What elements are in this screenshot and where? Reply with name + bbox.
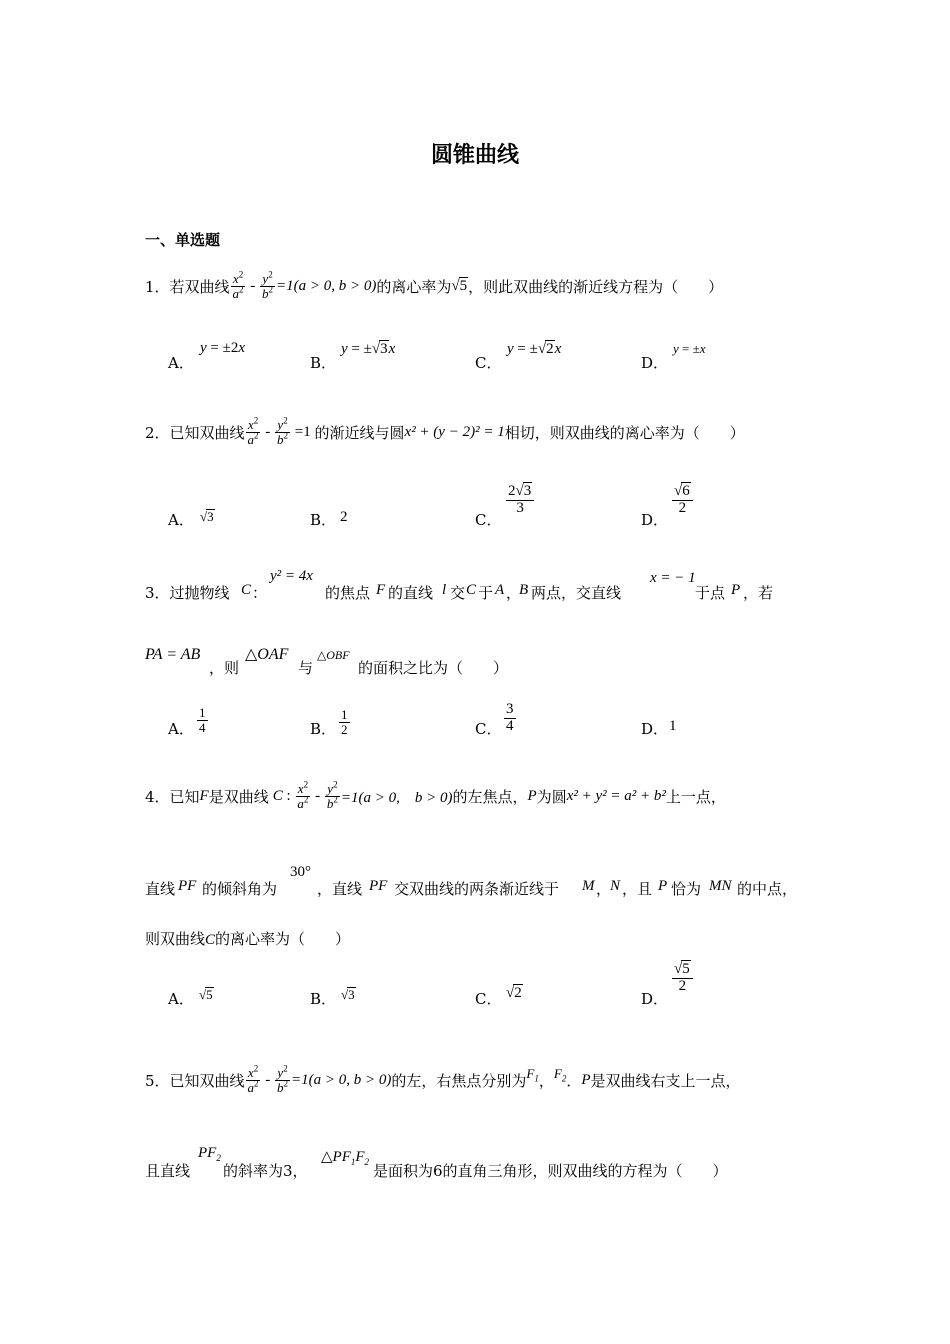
angle-30: 30° bbox=[290, 864, 311, 880]
question-2-number: 2．已知双曲线 bbox=[145, 423, 245, 442]
option-d-label[interactable]: D． bbox=[641, 990, 669, 1008]
option-b-formula[interactable]: $\frac{1}{2}$ bbox=[341, 707, 348, 737]
text-is-hyperbola: 是双曲线 bbox=[208, 787, 269, 806]
question-4-options bbox=[168, 958, 818, 1006]
question-2-stem: 2．已知双曲线 $\frac{x^2}{a^2}$ - $\frac{y^2}{b^2}$ =1 的渐近线与圆 x² + (y − 2)² = 1 相切，则双曲线的离心率为（ ） bbox=[145, 415, 745, 447]
text-area-ratio: 的面积之比为（ ） bbox=[358, 659, 509, 677]
text-C: C bbox=[205, 932, 216, 948]
option-d-formula[interactable]: $\frac{√6}{2}$ bbox=[672, 482, 693, 517]
question-3-line-2 bbox=[145, 642, 705, 676]
option-a-formula[interactable]: √3 bbox=[200, 509, 214, 524]
option-d-formula[interactable]: y = ±x bbox=[673, 341, 706, 356]
text-exactly: 恰为 bbox=[671, 880, 702, 898]
question-1-tail: ，则此双曲线的渐近线方程为（ ） bbox=[468, 277, 724, 296]
option-a-label[interactable]: A． bbox=[168, 511, 194, 529]
option-c-formula[interactable]: $\frac{2√3}{3}$ bbox=[506, 482, 534, 517]
fraction-y2-b2: $\frac{y^2}{b^2}$ bbox=[326, 779, 338, 811]
text-if: ，若 bbox=[743, 584, 774, 602]
text-inclination: 的倾斜角为 bbox=[202, 880, 278, 898]
option-a-formula[interactable]: √5 bbox=[199, 987, 213, 1002]
fraction-y2-b2: $\frac{y^2}{b^2}$ bbox=[277, 415, 289, 447]
text-P: P bbox=[658, 878, 668, 894]
text-yu: 于 bbox=[478, 584, 494, 602]
equation-PA-AB: PA = AB bbox=[145, 646, 201, 663]
text-foci: 的左，右焦点分别为 bbox=[391, 1071, 527, 1090]
text-then-hyperbola: 则双曲线 bbox=[145, 930, 206, 948]
text-MN: MN bbox=[709, 878, 732, 894]
text-then: ，则 bbox=[209, 659, 240, 677]
fraction-x2-a2: $\frac{x^2}{a^2}$ bbox=[232, 269, 244, 301]
text-at-point: 于点 bbox=[695, 584, 726, 602]
option-a-label[interactable]: A． bbox=[168, 990, 194, 1008]
hyperbola-condition: =1(a > 0, b > 0) bbox=[291, 1071, 392, 1088]
option-d-formula[interactable]: 1 bbox=[669, 718, 677, 734]
option-d-formula[interactable]: $\frac{√5}{2}$ bbox=[672, 960, 693, 995]
question-2-options bbox=[168, 482, 818, 530]
question-4-line-3 bbox=[145, 928, 350, 949]
question-5-number: 5．已知双曲线 bbox=[145, 1071, 245, 1090]
hyperbola-condition: =1(a > 0, b > 0) bbox=[340, 789, 453, 806]
text-comma: ， bbox=[538, 1071, 554, 1090]
fraction-y2-b2: $\frac{y^2}{b^2}$ bbox=[262, 269, 274, 301]
question-3-options bbox=[168, 702, 818, 750]
focus-F1: $F_1$ bbox=[526, 1066, 539, 1084]
question-1-number: 1．若双曲线 bbox=[145, 277, 230, 296]
option-c-label[interactable]: C． bbox=[475, 990, 502, 1008]
text-is-circle: 为圆 bbox=[536, 787, 567, 806]
focus-F2: $F_2$ bbox=[553, 1066, 567, 1084]
circle-equation: x² + (y − 2)² = 1 bbox=[404, 423, 505, 440]
line-equation: x = − 1 bbox=[650, 570, 696, 586]
fraction-x2-a2: $\frac{x^2}{a^2}$ bbox=[247, 1063, 259, 1095]
text-two-points: 两点，交直线 bbox=[531, 584, 622, 602]
text-F: F bbox=[376, 582, 386, 598]
question-5-line-2 bbox=[145, 1143, 825, 1183]
sqrt-5: √5 bbox=[451, 278, 468, 294]
text-F: F bbox=[199, 787, 209, 804]
text-P: P bbox=[581, 1071, 591, 1088]
text-M: M bbox=[582, 878, 595, 894]
option-b-formula[interactable]: √3 bbox=[341, 987, 355, 1002]
question-3-line-1 bbox=[145, 566, 825, 606]
option-a-formula[interactable]: y = ±2x bbox=[200, 340, 246, 356]
option-b-formula[interactable]: y = ±√3x bbox=[341, 341, 396, 357]
question-4-number: 4．已知 bbox=[145, 787, 200, 806]
text-comma: ， bbox=[596, 880, 612, 898]
line-PF2: $PF_2$ bbox=[198, 1145, 221, 1163]
parabola-equation: y² = 4x bbox=[270, 568, 313, 584]
text-colon: ： bbox=[252, 584, 268, 602]
text-jiao: 交 bbox=[450, 584, 466, 602]
option-c-formula[interactable]: √2 bbox=[506, 985, 522, 1001]
question-1-options bbox=[168, 338, 818, 372]
triangle-OAF: △OAF bbox=[245, 646, 289, 663]
option-b-label[interactable]: B． bbox=[310, 354, 337, 372]
option-c-formula[interactable]: y = ±√2x bbox=[507, 341, 562, 357]
text-l: l bbox=[442, 582, 447, 598]
text-PF: PF bbox=[178, 878, 197, 894]
text-point-on: 上一点， bbox=[665, 787, 726, 806]
question-1-text: 的离心率为 bbox=[376, 277, 452, 296]
option-a-label[interactable]: A． bbox=[168, 354, 194, 372]
question-1-stem: 1．若双曲线 $\frac{x^2}{a^2}$ - $\frac{y^2}{b^2}$ =1(a > 0, b > 0) 的离心率为 √5 ，则此双曲线的渐近线方程为（ ） bbox=[145, 269, 724, 301]
text-N: N bbox=[610, 878, 621, 894]
text-PF: PF bbox=[369, 878, 388, 894]
text-right-triangle: 是面积为6的直角三角形，则双曲线的方程为（ ） bbox=[373, 1162, 728, 1180]
option-a-formula[interactable]: $\frac{1}{4}$ bbox=[199, 705, 206, 735]
option-a-label[interactable]: A． bbox=[168, 720, 194, 738]
hyperbola-condition: =1(a > 0, b > 0) bbox=[276, 277, 377, 294]
text-line: 的直线 bbox=[388, 584, 434, 602]
triangle-OBF: △OBF bbox=[317, 648, 350, 662]
option-d-label[interactable]: D． bbox=[641, 720, 669, 738]
text-P: P bbox=[731, 582, 741, 598]
text-intersects-asymptotes: 交双曲线的两条渐近线于 bbox=[394, 880, 560, 898]
text-line: 直线 bbox=[145, 880, 176, 898]
option-b-label[interactable]: B． bbox=[310, 990, 337, 1008]
option-b-formula[interactable]: 2 bbox=[340, 509, 348, 525]
text-line-2: ，直线 bbox=[317, 880, 363, 898]
question-5-stem: 5．已知双曲线 $\frac{x^2}{a^2}$ - $\frac{y^2}{b^2}$ =1(a > 0, b > 0) 的左，右焦点分别为 $F_1$ ， $F_2$ ． P 是双曲线右支上一点， bbox=[145, 1063, 741, 1095]
option-c-label[interactable]: C． bbox=[475, 511, 502, 529]
question-4-stem: 4．已知 F 是双曲线 C : $\frac{x^2}{a^2}$ - $\frac{y^2}{b^2}$ =1(a > 0, b > 0) 的左焦点， P 为圆 x² + y² = a² + b² 上一点， bbox=[145, 779, 726, 811]
text-focus: 的焦点 bbox=[325, 584, 371, 602]
text-and: 与 bbox=[298, 659, 314, 677]
text-C: C bbox=[466, 582, 477, 598]
text-slope: 的斜率为3， bbox=[223, 1162, 308, 1180]
text-comma: ， bbox=[506, 584, 522, 602]
text-midpoint: 的中点， bbox=[737, 880, 798, 898]
text-line: 且直线 bbox=[145, 1162, 191, 1180]
text-A: A bbox=[495, 582, 505, 598]
text-right-branch: 是双曲线右支上一点， bbox=[590, 1071, 741, 1090]
question-2-text: 的渐近线与圆 bbox=[314, 423, 405, 442]
text-left-focus: 的左焦点， bbox=[452, 787, 528, 806]
fraction-x2-a2: $\frac{x^2}{a^2}$ bbox=[247, 415, 259, 447]
option-d-label[interactable]: D． bbox=[641, 511, 669, 529]
text-period: ． bbox=[566, 1071, 582, 1090]
text-C: C bbox=[241, 582, 252, 598]
question-2-tail: 相切，则双曲线的离心率为（ ） bbox=[504, 423, 745, 442]
circle-equation: x² + y² = a² + b² bbox=[566, 787, 666, 804]
option-b-label[interactable]: B． bbox=[310, 720, 337, 738]
fraction-y2-b2: $\frac{y^2}{b^2}$ bbox=[277, 1063, 289, 1095]
text-eccentricity: 的离心率为（ ） bbox=[215, 930, 351, 948]
triangle-PF1F2: $\triangle PF_1F_2$ bbox=[321, 1149, 370, 1167]
text-B: B bbox=[519, 582, 529, 598]
section-heading: 一、单选题 bbox=[145, 231, 221, 249]
option-c-label[interactable]: C． bbox=[475, 354, 502, 372]
text-and-also: ，且 bbox=[622, 880, 653, 898]
question-4-line-2 bbox=[145, 858, 825, 898]
page-title: 圆锥曲线 bbox=[430, 143, 519, 168]
option-b-label[interactable]: B． bbox=[310, 511, 337, 529]
option-c-formula[interactable]: $\frac{3}{4}$ bbox=[506, 701, 514, 734]
option-c-label[interactable]: C． bbox=[475, 720, 502, 738]
option-d-label[interactable]: D． bbox=[641, 354, 669, 372]
fraction-x2-a2: $\frac{x^2}{a^2}$ bbox=[297, 779, 309, 811]
question-3-number: 3．过抛物线 bbox=[145, 584, 230, 602]
text-P: P bbox=[527, 787, 537, 804]
